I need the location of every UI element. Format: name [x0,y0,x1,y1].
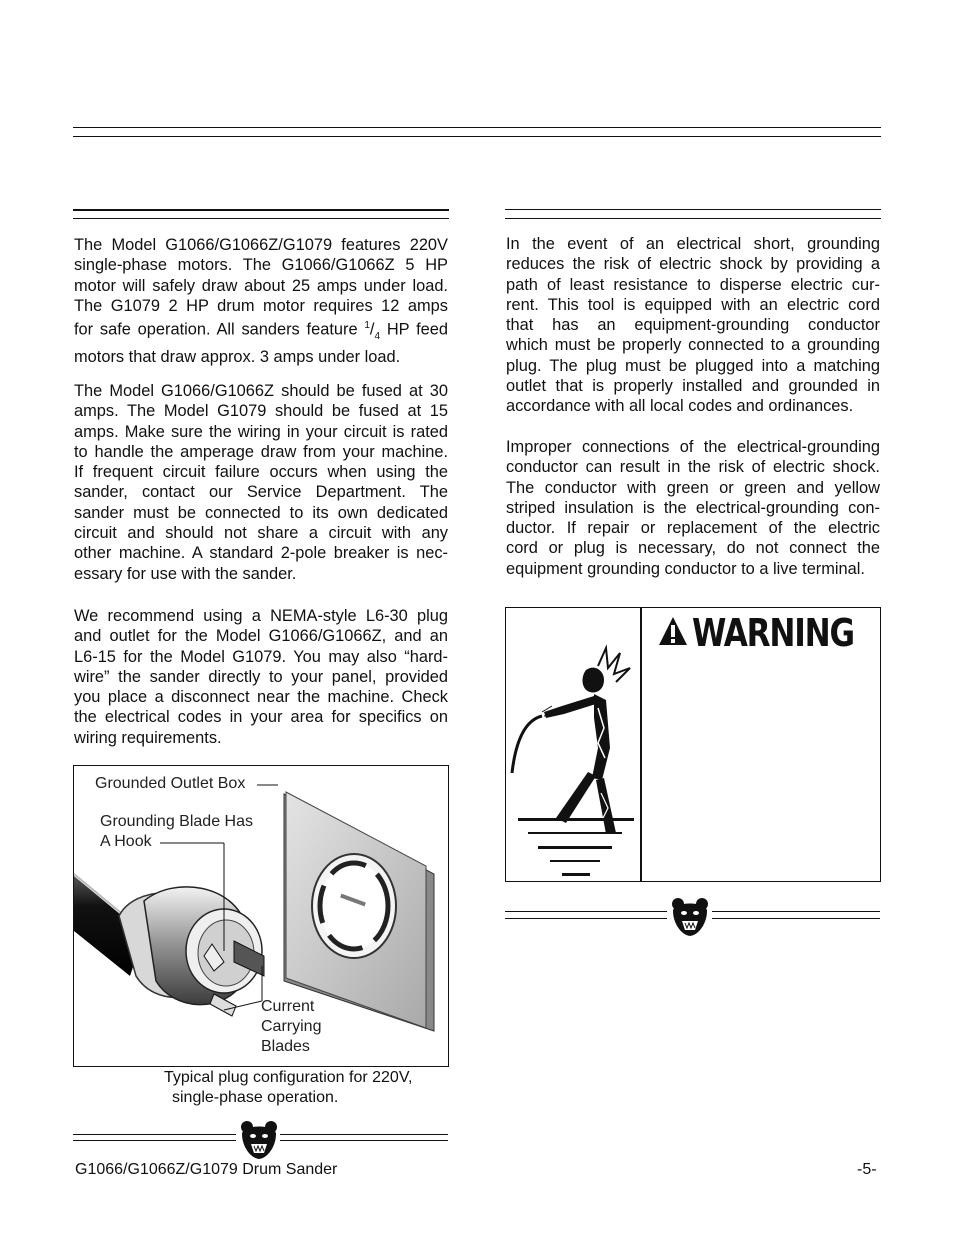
text-line: circuit and should not share a circuit with any [74,524,448,543]
paragraph-plug-recommendation [74,606,448,748]
text-line: which must be properly connected to a grounding [506,336,880,355]
right-bottom-rule-4 [712,918,880,919]
paragraph-amperage [74,235,448,368]
top-rule-2 [73,136,881,137]
plug-figure [73,765,449,1067]
label-grounding-blade-1: Grounding Blade Has [100,813,253,830]
text-line: In the event of an electrical short, grounding [506,235,880,253]
text-line: rent. This tool is equipped with an electric cord [506,295,880,314]
text-line-with-fraction: for safe operation. All sanders feature $^1/_4$ HP feed [74,320,448,342]
bear-head-icon [671,897,709,937]
text-line: sander must be connected to its own dedicated [74,503,448,522]
paragraph-improper-connections [506,437,880,579]
fraction-numerator: 1 [364,320,370,332]
text-line: other machine. A standard 2-pole breaker is nec- [74,544,448,563]
text-line: cord or plug is necessary, do not connect the [506,539,880,558]
text-line: L6-15 for the Model G1079. You may also “hard- [74,647,448,666]
text-line: essary for use with the sander. [74,564,297,583]
right-bottom-rule-1 [505,911,667,912]
label-current-3: Blades [261,1038,310,1055]
figure-caption-line-1: Typical plug configuration for 220V, [164,1069,413,1086]
text-line: path of least resistance to disperse electric cur- [506,275,880,294]
text-line: conductor can result in the risk of electric shock. [506,458,880,477]
left-heading-rule-1 [73,209,449,211]
text-line: If frequent circuit failure occurs when using the [74,463,448,482]
text-line: ductor. If repair or replacement of the electric [506,519,880,538]
figure-caption-line-2: single-phase operation. [172,1089,339,1106]
text-line: The Model G1066/G1066Z/G1079 features 220V [74,236,448,254]
top-rule-1 [73,127,881,128]
text-line: Improper connections of the electrical-grounding [506,438,880,456]
text-line: and outlet for the Model G1066/G1066Z, and an [74,627,448,646]
text-line: amps. The Model G1079 should be fused at 15 [74,402,448,421]
label-grounded-outlet-box: Grounded Outlet Box [95,775,246,792]
paragraph-fusing [74,381,448,584]
right-heading-rule-1 [505,209,881,210]
text-line: The G1079 2 HP drum motor requires 12 amps [74,296,448,315]
right-bottom-rule-3 [712,911,880,912]
left-bottom-rule-2 [73,1140,236,1141]
left-bottom-rule-1 [73,1134,236,1135]
warning-triangle-icon [658,616,688,646]
label-grounding-blade-2: A Hook [100,833,152,850]
text-line: reduces the risk of electric shock by providing a [506,255,880,274]
text-line: equipment grounding conductor to a live terminal. [506,559,865,578]
text-line: the electrical codes in your area for specifics on [74,708,448,727]
warning-title: WARNING [692,611,854,655]
warning-box [505,607,881,882]
text-fragment: for safe operation. All sanders feature [74,320,358,339]
label-current-2: Carrying [261,1018,322,1035]
text-line: plug. The plug must be plugged into a matching [506,356,880,375]
text-fragment: HP feed [386,320,448,339]
electric-shock-figure-icon [506,608,638,878]
text-line: sander, contact our Service Department. The [74,483,448,502]
left-bottom-rule-4 [280,1140,448,1141]
bear-head-icon [240,1120,278,1160]
text-line: The Model G1066/G1066Z should be fused at 30 [74,382,448,400]
page-number: -5- [857,1161,877,1178]
right-heading-rule-2 [505,218,881,219]
footer-title: G1066/G1066Z/G1079 Drum Sander [75,1161,338,1178]
left-heading-rule-2 [73,218,449,219]
text-line: The conductor with green or green and yellow [506,478,880,497]
paragraph-grounding-intro [506,234,880,417]
text-line: single-phase motors. The G1066/G1066Z 5 HP [74,256,448,275]
fraction-denominator: 4 [374,330,381,342]
text-line: motor will safely draw about 25 amps under load. [74,276,448,295]
warning-divider [640,608,642,881]
text-line: wiring requirements. [74,728,222,747]
text-line: accordance with all local codes and ordinances. [506,397,854,416]
text-line: you place a disconnect near the machine. Check [74,688,448,707]
text-line: striped insulation is the electrical-grounding con- [506,498,880,517]
left-bottom-rule-3 [280,1134,448,1135]
text-line: amps. Make sure the wiring in your circuit is rated [74,422,448,441]
label-current-1: Current [261,998,315,1015]
text-line: motors that draw approx. 3 amps under load. [74,348,401,367]
text-line: to handle the amperage draw from your machine. [74,442,448,461]
text-line: that has an equipment-grounding conductor [506,316,880,335]
right-bottom-rule-2 [505,918,667,919]
text-line: outlet that is properly installed and grounded in [506,377,880,396]
text-line: wire” the sander directly to your panel, provided [74,667,448,686]
text-line: We recommend using a NEMA-style L6-30 plug [74,607,448,625]
